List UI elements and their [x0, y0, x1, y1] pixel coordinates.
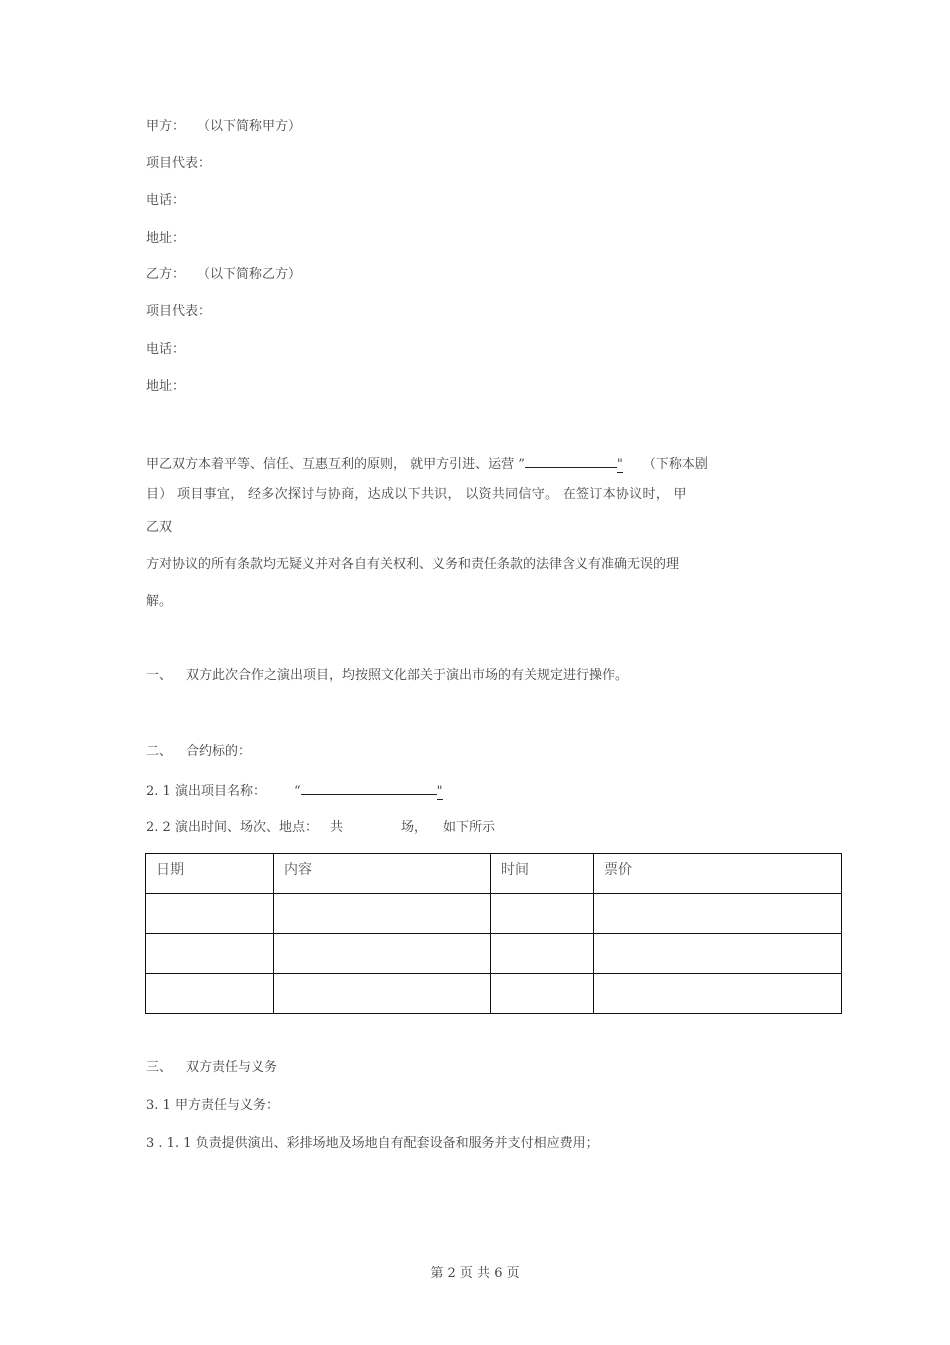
project-name-blank [525, 453, 617, 468]
page-number: 第 2 页 共 6 页 [430, 1266, 520, 1281]
header-time: 时间 [491, 854, 594, 894]
party-a-alias: （以下简称甲方） [197, 119, 302, 134]
preamble-text-a: 甲乙双方本着平等、信任、互惠互利的原则， 就甲方引进、运营 ” [146, 457, 525, 472]
item-2-2-unit: 场， [400, 820, 427, 835]
party-b-phone: 电话： [146, 342, 186, 357]
item-2-2-total: 共 [329, 820, 343, 835]
section-3-heading [146, 1059, 277, 1077]
item-2-1-open-quote: “ [293, 784, 301, 799]
schedule-table [145, 853, 842, 1014]
item-3-1-1: 3 . 1. 1 负责提供演出、彩排场地及场地自有配套设备和服务并支付相应费用； [146, 1136, 599, 1151]
table-row [146, 974, 842, 1014]
section-2-title: 合约标的： [186, 744, 252, 759]
table-row [146, 894, 842, 934]
preamble-line-2: 目） 项目事宜， 经多次探讨与协商，达成以下共识， 以资共同信守。 在签订本协议时， 甲 [146, 487, 687, 502]
party-b-label: 乙方： [146, 267, 186, 282]
section-1-num: 一、 [146, 668, 173, 683]
table-cell[interactable] [274, 974, 491, 1014]
table-cell[interactable] [274, 894, 491, 934]
table-cell[interactable] [274, 934, 491, 974]
item-2-1 [146, 780, 443, 801]
section-1-text: 双方此次合作之演出项目，均按照文化部关于演出市场的有关规定进行操作。 [186, 668, 629, 683]
preamble-line-5: 解。 [146, 594, 173, 609]
section-3-num: 三、 [146, 1060, 173, 1075]
item-2-2-label: 2. 2 演出时间、场次、地点： [146, 820, 318, 835]
table-cell[interactable] [146, 894, 274, 934]
table-cell[interactable] [594, 974, 842, 1014]
item-3-1: 3. 1 甲方责任与义务： [146, 1098, 279, 1113]
party-b-line [146, 266, 301, 284]
table-cell[interactable] [491, 974, 594, 1014]
table-cell[interactable] [594, 934, 842, 974]
party-b-alias: （以下简称乙方） [197, 267, 302, 282]
section-3-title: 双方责任与义务 [186, 1060, 278, 1075]
section-1 [146, 667, 628, 685]
preamble-line-1 [146, 453, 708, 474]
table-cell[interactable] [491, 934, 594, 974]
quote-close: " [616, 457, 623, 472]
table-header-row [146, 854, 842, 894]
section-2-num: 二、 [146, 744, 173, 759]
party-a-line [146, 118, 301, 136]
party-b-address: 地址： [146, 379, 186, 394]
party-a-label: 甲方： [146, 119, 186, 134]
party-a-phone: 电话： [146, 193, 186, 208]
preamble-line-3: 乙双 [146, 520, 173, 535]
header-price: 票价 [594, 854, 842, 894]
preamble-line-4: 方对协议的所有条款均无疑义并对各自有关权利、义务和责任条款的法律含义有准确无误的理 [146, 557, 680, 572]
party-a-rep: 项目代表： [146, 156, 212, 171]
item-2-1-blank [301, 780, 437, 795]
table-cell[interactable] [491, 894, 594, 934]
item-2-1-label: 2. 1 演出项目名称： [146, 784, 266, 799]
item-2-2-tail: 如下所示 [442, 820, 495, 835]
table-row [146, 934, 842, 974]
table-cell[interactable] [146, 974, 274, 1014]
table-cell[interactable] [146, 934, 274, 974]
preamble-text-b: （下称本剧 [642, 457, 708, 472]
item-2-1-close-quote: " [436, 784, 443, 799]
item-2-2 [146, 819, 495, 837]
party-b-rep: 项目代表： [146, 304, 212, 319]
header-content: 内容 [274, 854, 491, 894]
section-2-heading [146, 743, 251, 761]
header-date: 日期 [146, 854, 274, 894]
table-cell[interactable] [594, 894, 842, 934]
party-a-address: 地址： [146, 231, 186, 246]
